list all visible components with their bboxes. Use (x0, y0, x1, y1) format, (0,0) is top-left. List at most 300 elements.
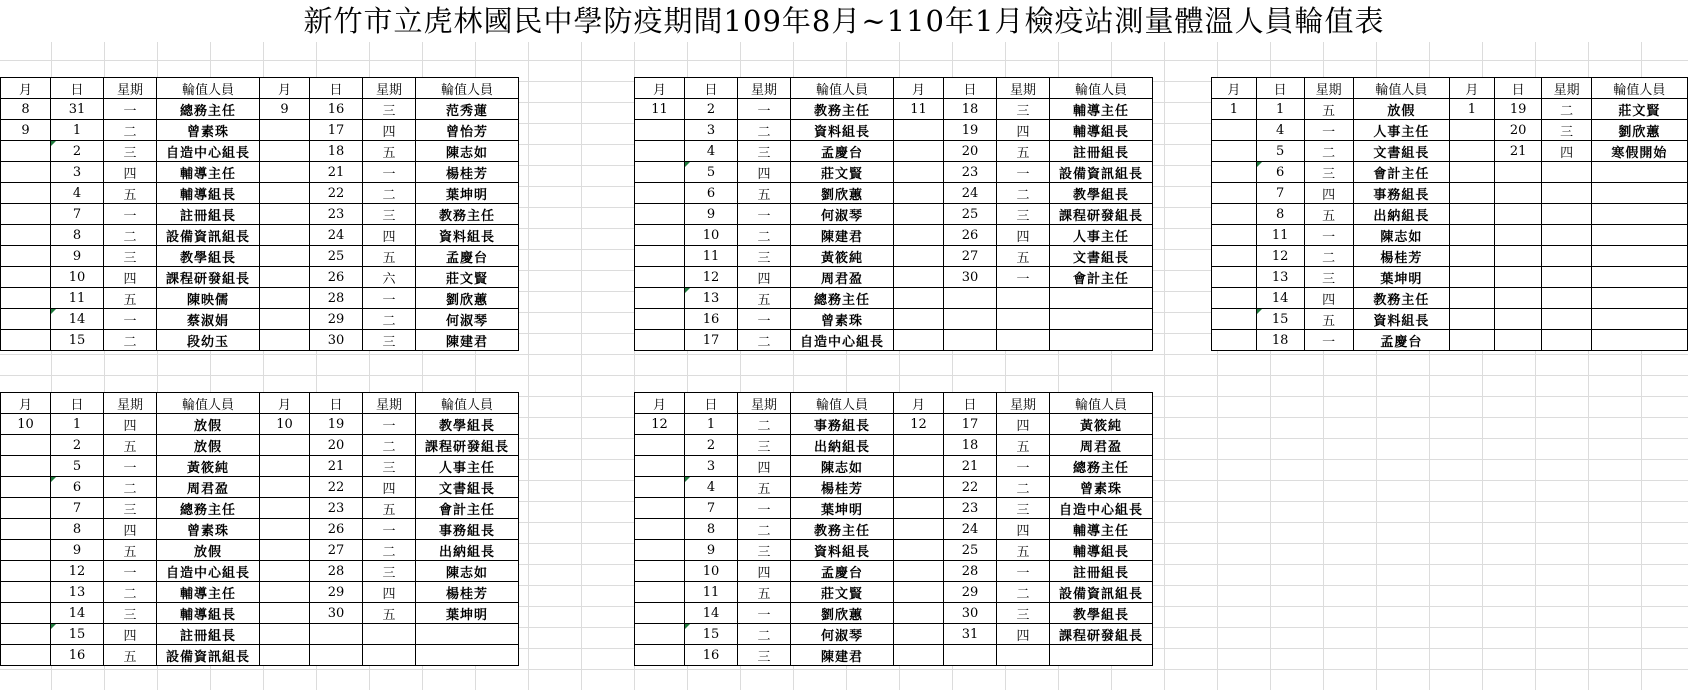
day-cell[interactable] (310, 624, 363, 645)
month-cell[interactable] (1, 498, 51, 519)
day-cell[interactable] (310, 645, 363, 666)
weekday-cell[interactable]: 一 (104, 309, 157, 330)
day-cell[interactable]: 2 (685, 435, 738, 456)
month-cell[interactable] (260, 456, 310, 477)
month-cell[interactable] (635, 519, 685, 540)
duty-person-cell[interactable] (416, 624, 519, 645)
day-cell[interactable]: 12 (1256, 246, 1304, 267)
day-cell[interactable] (1494, 246, 1542, 267)
duty-person-cell[interactable]: 教學組長 (157, 246, 260, 267)
month-cell[interactable] (635, 540, 685, 561)
month-cell[interactable] (260, 141, 310, 162)
duty-person-cell[interactable]: 莊文賢 (791, 582, 894, 603)
duty-person-cell[interactable]: 會計主任 (1050, 267, 1153, 288)
month-cell[interactable] (260, 561, 310, 582)
weekday-cell[interactable]: 五 (738, 183, 791, 204)
day-cell[interactable]: 8 (51, 225, 104, 246)
day-cell[interactable]: 18 (944, 435, 997, 456)
day-cell[interactable]: 4 (51, 183, 104, 204)
month-cell[interactable] (1449, 204, 1494, 225)
duty-person-cell[interactable]: 課程研發組長 (157, 267, 260, 288)
duty-person-cell[interactable] (1591, 162, 1687, 183)
day-cell[interactable]: 12 (685, 267, 738, 288)
duty-person-cell[interactable]: 陳映儒 (157, 288, 260, 309)
duty-person-cell[interactable] (1591, 309, 1687, 330)
month-cell[interactable] (894, 435, 944, 456)
duty-person-cell[interactable]: 楊桂芳 (1353, 246, 1449, 267)
duty-person-cell[interactable] (1050, 645, 1153, 666)
day-cell[interactable]: 11 (1256, 225, 1304, 246)
weekday-cell[interactable]: 四 (104, 267, 157, 288)
month-cell[interactable] (894, 162, 944, 183)
duty-person-cell[interactable]: 段幼玉 (157, 330, 260, 351)
duty-person-cell[interactable]: 輔導組長 (157, 183, 260, 204)
weekday-cell[interactable]: 一 (363, 414, 416, 435)
duty-person-cell[interactable]: 孟慶台 (416, 246, 519, 267)
month-cell[interactable] (260, 162, 310, 183)
weekday-cell[interactable]: 五 (363, 498, 416, 519)
day-cell[interactable]: 20 (310, 435, 363, 456)
duty-person-cell[interactable]: 文書組長 (1353, 141, 1449, 162)
day-cell[interactable]: 8 (1256, 204, 1304, 225)
weekday-cell[interactable]: 三 (738, 141, 791, 162)
duty-person-cell[interactable]: 人事主任 (1353, 120, 1449, 141)
weekday-cell[interactable]: 四 (997, 414, 1050, 435)
duty-person-cell[interactable]: 註冊組長 (157, 624, 260, 645)
duty-person-cell[interactable]: 莊文賢 (416, 267, 519, 288)
month-cell[interactable] (1, 477, 51, 498)
month-cell[interactable] (894, 540, 944, 561)
weekday-cell[interactable] (1542, 204, 1591, 225)
weekday-cell[interactable]: 二 (738, 225, 791, 246)
day-cell[interactable]: 17 (310, 120, 363, 141)
day-cell[interactable]: 26 (310, 519, 363, 540)
day-cell[interactable]: 1 (685, 414, 738, 435)
weekday-cell[interactable]: 二 (1542, 99, 1591, 120)
month-cell[interactable]: 12 (635, 414, 685, 435)
weekday-cell[interactable]: 五 (1304, 204, 1353, 225)
weekday-cell[interactable] (1542, 267, 1591, 288)
month-cell[interactable] (1449, 225, 1494, 246)
duty-person-cell[interactable]: 註冊組長 (1050, 141, 1153, 162)
month-cell[interactable] (894, 519, 944, 540)
duty-person-cell[interactable]: 教學組長 (1050, 183, 1153, 204)
weekday-cell[interactable]: 五 (1304, 309, 1353, 330)
day-cell[interactable]: 26 (310, 267, 363, 288)
duty-person-cell[interactable]: 寒假開始 (1591, 141, 1687, 162)
month-cell[interactable] (1212, 309, 1257, 330)
weekday-cell[interactable]: 二 (738, 330, 791, 351)
day-cell[interactable]: 2 (51, 435, 104, 456)
duty-person-cell[interactable]: 周君盈 (1050, 435, 1153, 456)
weekday-cell[interactable]: 三 (1304, 162, 1353, 183)
weekday-cell[interactable]: 五 (104, 288, 157, 309)
month-cell[interactable] (1, 519, 51, 540)
weekday-cell[interactable]: 一 (997, 162, 1050, 183)
weekday-cell[interactable]: 四 (363, 582, 416, 603)
weekday-cell[interactable]: 四 (363, 477, 416, 498)
duty-person-cell[interactable]: 會計主任 (416, 498, 519, 519)
day-cell[interactable] (1494, 204, 1542, 225)
day-cell[interactable] (944, 309, 997, 330)
month-cell[interactable] (1, 330, 51, 351)
duty-person-cell[interactable]: 陳志如 (416, 141, 519, 162)
duty-person-cell[interactable]: 教學組長 (416, 414, 519, 435)
duty-person-cell[interactable]: 劉欣蕙 (791, 183, 894, 204)
month-cell[interactable] (635, 456, 685, 477)
weekday-cell[interactable]: 三 (104, 498, 157, 519)
month-cell[interactable] (635, 183, 685, 204)
day-cell[interactable] (1494, 225, 1542, 246)
day-cell[interactable]: 10 (685, 561, 738, 582)
month-cell[interactable] (260, 330, 310, 351)
weekday-cell[interactable]: 三 (363, 204, 416, 225)
day-cell[interactable]: 24 (944, 519, 997, 540)
weekday-cell[interactable]: 五 (1304, 99, 1353, 120)
month-cell[interactable] (1, 204, 51, 225)
duty-person-cell[interactable]: 陳建君 (791, 645, 894, 666)
month-cell[interactable] (894, 330, 944, 351)
duty-person-cell[interactable]: 劉欣蕙 (791, 603, 894, 624)
weekday-cell[interactable]: 三 (997, 603, 1050, 624)
weekday-cell[interactable]: 四 (1304, 183, 1353, 204)
weekday-cell[interactable]: 五 (104, 645, 157, 666)
day-cell[interactable]: 16 (51, 645, 104, 666)
weekday-cell[interactable]: 一 (1304, 225, 1353, 246)
month-cell[interactable] (1449, 183, 1494, 204)
duty-person-cell[interactable]: 教務主任 (1353, 288, 1449, 309)
weekday-cell[interactable] (1542, 162, 1591, 183)
day-cell[interactable]: 1 (51, 120, 104, 141)
duty-person-cell[interactable]: 陳志如 (1353, 225, 1449, 246)
month-cell[interactable] (635, 267, 685, 288)
duty-person-cell[interactable]: 輔導主任 (157, 162, 260, 183)
day-cell[interactable]: 4 (685, 141, 738, 162)
day-cell[interactable]: 16 (685, 645, 738, 666)
duty-person-cell[interactable]: 楊桂芳 (416, 582, 519, 603)
weekday-cell[interactable]: 四 (997, 519, 1050, 540)
day-cell[interactable]: 2 (51, 141, 104, 162)
month-cell[interactable] (894, 246, 944, 267)
duty-person-cell[interactable]: 課程研發組長 (1050, 624, 1153, 645)
duty-person-cell[interactable] (1591, 246, 1687, 267)
duty-person-cell[interactable]: 輔導主任 (1050, 99, 1153, 120)
duty-person-cell[interactable]: 范秀蓮 (416, 99, 519, 120)
month-cell[interactable] (1212, 330, 1257, 351)
month-cell[interactable] (1449, 267, 1494, 288)
duty-person-cell[interactable]: 自造中心組長 (1050, 498, 1153, 519)
duty-person-cell[interactable]: 輔導組長 (1050, 540, 1153, 561)
weekday-cell[interactable]: 四 (738, 162, 791, 183)
duty-person-cell[interactable]: 自造中心組長 (157, 141, 260, 162)
month-cell[interactable] (635, 603, 685, 624)
duty-person-cell[interactable]: 何淑琴 (791, 204, 894, 225)
duty-person-cell[interactable]: 人事主任 (1050, 225, 1153, 246)
weekday-cell[interactable]: 五 (738, 582, 791, 603)
weekday-cell[interactable]: 三 (738, 645, 791, 666)
duty-person-cell[interactable]: 曾素珠 (157, 120, 260, 141)
month-cell[interactable] (894, 141, 944, 162)
day-cell[interactable]: 15 (1256, 309, 1304, 330)
day-cell[interactable]: 24 (310, 225, 363, 246)
month-cell[interactable] (894, 624, 944, 645)
month-cell[interactable] (260, 645, 310, 666)
duty-person-cell[interactable]: 總務主任 (157, 99, 260, 120)
month-cell[interactable] (894, 498, 944, 519)
month-cell[interactable]: 12 (894, 414, 944, 435)
duty-person-cell[interactable]: 陳建君 (416, 330, 519, 351)
month-cell[interactable] (1, 183, 51, 204)
weekday-cell[interactable]: 一 (1304, 120, 1353, 141)
duty-person-cell[interactable]: 陳志如 (416, 561, 519, 582)
weekday-cell[interactable]: 一 (104, 561, 157, 582)
day-cell[interactable] (944, 330, 997, 351)
weekday-cell[interactable]: 一 (738, 309, 791, 330)
month-cell[interactable] (1, 456, 51, 477)
duty-person-cell[interactable]: 蔡淑娟 (157, 309, 260, 330)
day-cell[interactable]: 27 (944, 246, 997, 267)
weekday-cell[interactable]: 二 (363, 309, 416, 330)
month-cell[interactable]: 10 (1, 414, 51, 435)
weekday-cell[interactable]: 二 (738, 624, 791, 645)
day-cell[interactable]: 14 (51, 603, 104, 624)
duty-person-cell[interactable]: 自造中心組長 (791, 330, 894, 351)
day-cell[interactable] (944, 288, 997, 309)
month-cell[interactable] (1212, 120, 1257, 141)
weekday-cell[interactable]: 三 (1542, 120, 1591, 141)
month-cell[interactable] (260, 582, 310, 603)
day-cell[interactable]: 27 (310, 540, 363, 561)
weekday-cell[interactable]: 二 (1304, 141, 1353, 162)
weekday-cell[interactable]: 五 (997, 540, 1050, 561)
weekday-cell[interactable] (997, 645, 1050, 666)
duty-person-cell[interactable]: 教務主任 (416, 204, 519, 225)
day-cell[interactable]: 6 (51, 477, 104, 498)
day-cell[interactable]: 30 (310, 330, 363, 351)
month-cell[interactable] (1, 309, 51, 330)
month-cell[interactable] (1212, 267, 1257, 288)
duty-person-cell[interactable]: 曾素珠 (1050, 477, 1153, 498)
month-cell[interactable] (260, 183, 310, 204)
day-cell[interactable] (1494, 288, 1542, 309)
month-cell[interactable] (635, 435, 685, 456)
month-cell[interactable] (894, 645, 944, 666)
month-cell[interactable] (260, 435, 310, 456)
duty-person-cell[interactable]: 文書組長 (1050, 246, 1153, 267)
duty-person-cell[interactable]: 曾怡芳 (416, 120, 519, 141)
duty-person-cell[interactable] (1591, 204, 1687, 225)
duty-person-cell[interactable]: 設備資訊組長 (1050, 582, 1153, 603)
weekday-cell[interactable]: 四 (738, 267, 791, 288)
weekday-cell[interactable] (363, 645, 416, 666)
day-cell[interactable]: 28 (310, 561, 363, 582)
weekday-cell[interactable]: 三 (104, 141, 157, 162)
weekday-cell[interactable]: 五 (104, 540, 157, 561)
duty-person-cell[interactable]: 輔導組長 (157, 603, 260, 624)
duty-person-cell[interactable]: 輔導主任 (157, 582, 260, 603)
day-cell[interactable]: 15 (51, 330, 104, 351)
month-cell[interactable] (635, 645, 685, 666)
day-cell[interactable]: 7 (685, 498, 738, 519)
day-cell[interactable]: 29 (944, 582, 997, 603)
weekday-cell[interactable]: 二 (104, 477, 157, 498)
duty-person-cell[interactable]: 放假 (157, 414, 260, 435)
month-cell[interactable] (635, 288, 685, 309)
day-cell[interactable]: 9 (685, 204, 738, 225)
weekday-cell[interactable]: 四 (104, 162, 157, 183)
month-cell[interactable] (1, 225, 51, 246)
duty-person-cell[interactable] (1591, 267, 1687, 288)
weekday-cell[interactable]: 三 (104, 246, 157, 267)
day-cell[interactable]: 31 (944, 624, 997, 645)
month-cell[interactable] (260, 498, 310, 519)
day-cell[interactable]: 4 (685, 477, 738, 498)
day-cell[interactable]: 11 (51, 288, 104, 309)
day-cell[interactable]: 1 (51, 414, 104, 435)
day-cell[interactable]: 23 (944, 162, 997, 183)
weekday-cell[interactable]: 一 (363, 288, 416, 309)
month-cell[interactable] (635, 162, 685, 183)
duty-person-cell[interactable]: 註冊組長 (157, 204, 260, 225)
weekday-cell[interactable]: 四 (1304, 288, 1353, 309)
month-cell[interactable] (894, 477, 944, 498)
day-cell[interactable]: 30 (944, 267, 997, 288)
duty-person-cell[interactable]: 周君盈 (791, 267, 894, 288)
day-cell[interactable]: 18 (944, 99, 997, 120)
weekday-cell[interactable] (1542, 288, 1591, 309)
weekday-cell[interactable]: 五 (997, 141, 1050, 162)
duty-person-cell[interactable]: 設備資訊組長 (157, 645, 260, 666)
month-cell[interactable] (1, 162, 51, 183)
duty-person-cell[interactable]: 設備資訊組長 (157, 225, 260, 246)
weekday-cell[interactable]: 二 (738, 519, 791, 540)
month-cell[interactable] (260, 477, 310, 498)
weekday-cell[interactable] (1542, 183, 1591, 204)
day-cell[interactable]: 19 (310, 414, 363, 435)
day-cell[interactable]: 28 (310, 288, 363, 309)
month-cell[interactable] (1, 624, 51, 645)
duty-person-cell[interactable]: 課程研發組長 (416, 435, 519, 456)
month-cell[interactable] (1, 561, 51, 582)
month-cell[interactable] (260, 120, 310, 141)
month-cell[interactable] (260, 204, 310, 225)
duty-person-cell[interactable]: 總務主任 (157, 498, 260, 519)
weekday-cell[interactable]: 五 (363, 246, 416, 267)
day-cell[interactable]: 23 (944, 498, 997, 519)
month-cell[interactable] (1212, 225, 1257, 246)
month-cell[interactable] (260, 603, 310, 624)
weekday-cell[interactable]: 一 (104, 99, 157, 120)
month-cell[interactable] (260, 540, 310, 561)
day-cell[interactable]: 7 (51, 204, 104, 225)
duty-person-cell[interactable]: 教務主任 (791, 519, 894, 540)
duty-person-cell[interactable]: 註冊組長 (1050, 561, 1153, 582)
duty-person-cell[interactable]: 何淑琴 (416, 309, 519, 330)
weekday-cell[interactable]: 三 (363, 330, 416, 351)
weekday-cell[interactable]: 四 (997, 225, 1050, 246)
day-cell[interactable]: 8 (51, 519, 104, 540)
month-cell[interactable]: 1 (1449, 99, 1494, 120)
day-cell[interactable]: 28 (944, 561, 997, 582)
weekday-cell[interactable] (1542, 246, 1591, 267)
day-cell[interactable]: 16 (685, 309, 738, 330)
duty-person-cell[interactable]: 曾素珠 (791, 309, 894, 330)
weekday-cell[interactable]: 四 (363, 120, 416, 141)
month-cell[interactable] (635, 498, 685, 519)
day-cell[interactable]: 30 (944, 603, 997, 624)
month-cell[interactable] (894, 456, 944, 477)
day-cell[interactable] (1494, 330, 1542, 351)
month-cell[interactable] (894, 288, 944, 309)
duty-person-cell[interactable]: 資料組長 (416, 225, 519, 246)
duty-person-cell[interactable]: 資料組長 (791, 540, 894, 561)
weekday-cell[interactable]: 二 (363, 183, 416, 204)
weekday-cell[interactable]: 一 (738, 204, 791, 225)
duty-person-cell[interactable]: 課程研發組長 (1050, 204, 1153, 225)
day-cell[interactable]: 7 (1256, 183, 1304, 204)
month-cell[interactable] (1212, 288, 1257, 309)
month-cell[interactable] (1449, 162, 1494, 183)
month-cell[interactable] (894, 204, 944, 225)
duty-person-cell[interactable]: 黃筱純 (791, 246, 894, 267)
month-cell[interactable] (894, 225, 944, 246)
month-cell[interactable] (635, 477, 685, 498)
day-cell[interactable]: 10 (51, 267, 104, 288)
duty-person-cell[interactable]: 放假 (157, 435, 260, 456)
month-cell[interactable] (1212, 246, 1257, 267)
weekday-cell[interactable] (1542, 330, 1591, 351)
duty-person-cell[interactable]: 事務組長 (791, 414, 894, 435)
weekday-cell[interactable]: 三 (997, 498, 1050, 519)
duty-person-cell[interactable]: 曾素珠 (157, 519, 260, 540)
weekday-cell[interactable]: 三 (738, 540, 791, 561)
month-cell[interactable] (260, 624, 310, 645)
day-cell[interactable]: 9 (51, 246, 104, 267)
month-cell[interactable] (635, 330, 685, 351)
month-cell[interactable]: 10 (260, 414, 310, 435)
month-cell[interactable] (894, 267, 944, 288)
weekday-cell[interactable]: 六 (363, 267, 416, 288)
weekday-cell[interactable] (363, 624, 416, 645)
day-cell[interactable]: 1 (1256, 99, 1304, 120)
weekday-cell[interactable]: 二 (104, 120, 157, 141)
weekday-cell[interactable]: 四 (104, 624, 157, 645)
weekday-cell[interactable]: 一 (738, 498, 791, 519)
weekday-cell[interactable]: 五 (738, 288, 791, 309)
month-cell[interactable] (1449, 141, 1494, 162)
month-cell[interactable]: 9 (260, 99, 310, 120)
weekday-cell[interactable]: 二 (104, 225, 157, 246)
duty-person-cell[interactable]: 輔導組長 (1050, 120, 1153, 141)
day-cell[interactable]: 8 (685, 519, 738, 540)
month-cell[interactable] (1, 288, 51, 309)
duty-person-cell[interactable]: 黃筱純 (157, 456, 260, 477)
weekday-cell[interactable]: 二 (363, 540, 416, 561)
duty-person-cell[interactable]: 教務主任 (791, 99, 894, 120)
month-cell[interactable] (1, 603, 51, 624)
day-cell[interactable]: 14 (51, 309, 104, 330)
month-cell[interactable] (894, 582, 944, 603)
duty-person-cell[interactable]: 總務主任 (1050, 456, 1153, 477)
duty-person-cell[interactable]: 葉坤明 (416, 603, 519, 624)
duty-person-cell[interactable]: 周君盈 (157, 477, 260, 498)
duty-person-cell[interactable]: 孟慶台 (791, 561, 894, 582)
duty-person-cell[interactable]: 放假 (157, 540, 260, 561)
day-cell[interactable]: 23 (310, 498, 363, 519)
month-cell[interactable] (1, 582, 51, 603)
day-cell[interactable]: 3 (685, 456, 738, 477)
day-cell[interactable]: 2 (685, 99, 738, 120)
